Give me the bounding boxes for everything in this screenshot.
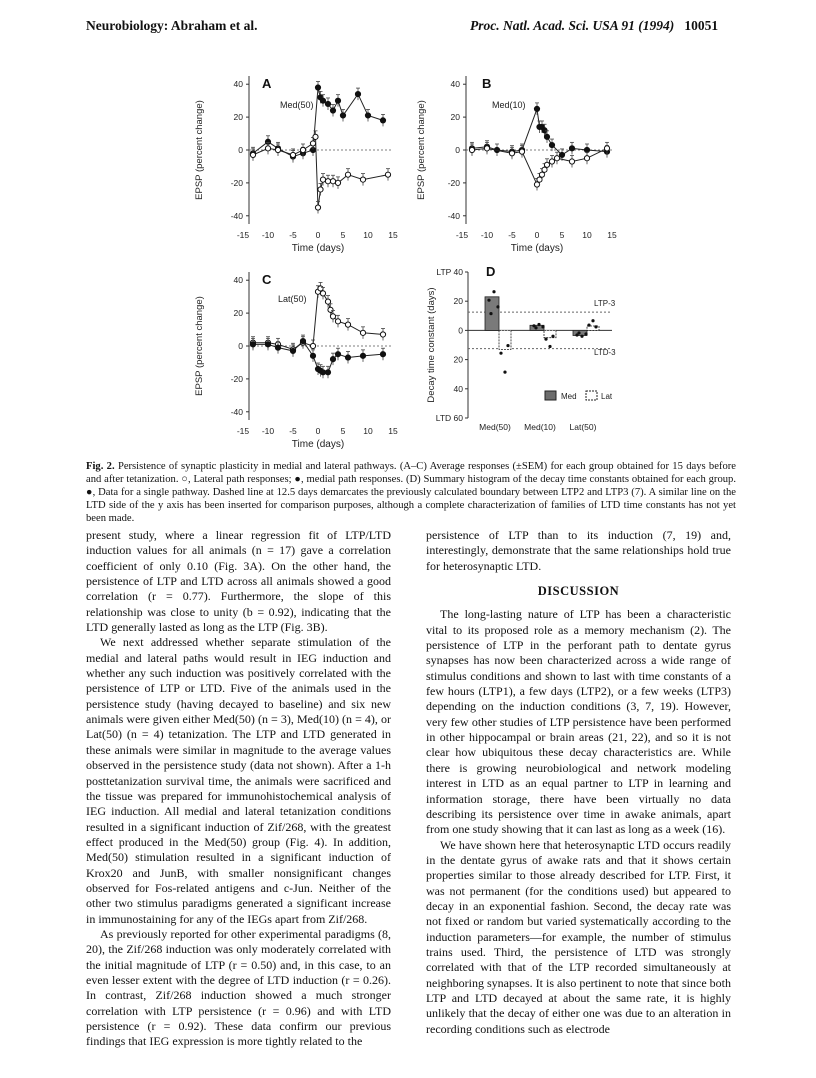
y-axis-label: Decay time constant (days) [426, 287, 437, 403]
y-tick-label: 0 [238, 341, 243, 351]
lateral-point [380, 332, 385, 337]
x-tick-label: 10 [363, 230, 373, 240]
lateral-point [537, 177, 542, 182]
medial-point [340, 113, 345, 118]
lateral-point [250, 152, 255, 157]
medial-point [300, 338, 305, 343]
x-tick-label: 10 [582, 230, 592, 240]
lateral-point [315, 205, 320, 210]
x-tick-label: -15 [236, 426, 250, 436]
paragraph: We have shown here that heterosynaptic LTD occurs readily in the dentate gyrus of awake rats and that it shows certain properties similar to those already described for LTP. First, it was not permanent (for the conditions used) but appeared to decay in an exponential fashion. Second, the decay rate was not fixed or random but varied systematically according to the induction parameters—for example, the number of stimulus trains used. Third, the persistence of LTD was strongly correlated with that of the LTP recorded simultaneously at neighboring synapses. It is also pertinent to note that since both LTP and LTD decayed at about the same rate, it is highly unlikely that the decay of either one was due to an alteration in recording conditions such as electrode [426, 837, 731, 1036]
panel-b [463, 76, 612, 224]
single-pathway-point [548, 345, 551, 348]
y-tick-label: 40 [233, 79, 243, 90]
lateral-point [542, 167, 547, 172]
x-tick-label: 5 [559, 230, 565, 240]
medial-point [325, 370, 330, 375]
x-tick-label: 5 [340, 230, 346, 240]
y-tick-label: 0 [455, 145, 460, 155]
single-pathway-point [506, 344, 509, 347]
medial-point [275, 345, 280, 350]
single-pathway-point [537, 323, 540, 326]
y-axis-label: EPSP (percent change) [194, 296, 205, 396]
single-pathway-point [499, 352, 502, 355]
x-axis-label: Time (days) [510, 243, 564, 254]
y-tick-label: LTD 60 [435, 413, 463, 423]
x-tick-label: -5 [289, 426, 297, 436]
x-tick-label: -5 [289, 230, 297, 240]
medial-point [345, 355, 350, 360]
single-pathway-point [496, 305, 499, 308]
lateral-point [484, 146, 489, 151]
single-pathway-point [544, 338, 547, 341]
lateral-point [345, 172, 350, 177]
lateral-point [534, 182, 539, 187]
lateral-point [509, 151, 514, 156]
panel-label: D [486, 264, 496, 279]
lateral-point [320, 291, 325, 296]
single-pathway-point [577, 331, 580, 334]
medial-point [335, 98, 340, 103]
lateral-point [310, 343, 315, 348]
single-pathway-point [591, 319, 594, 322]
x-tick-label: 0 [315, 230, 321, 240]
x-tick-label: -15 [236, 230, 250, 240]
lateral-point [290, 152, 295, 157]
figure-caption [86, 460, 736, 525]
y-tick-label: -40 [447, 210, 460, 221]
x-tick-label: 10 [363, 426, 373, 436]
medial-point [365, 113, 370, 118]
single-pathway-point [541, 325, 544, 328]
y-tick-label: 0 [458, 325, 463, 336]
lateral-point [554, 156, 559, 161]
series-annotation: Med(10) [492, 100, 526, 110]
lateral-point [325, 299, 330, 304]
panel-a [246, 76, 393, 224]
x-tick-label: -10 [261, 426, 275, 436]
medial-point [544, 134, 549, 139]
lateral-point [300, 147, 305, 152]
medial-point [380, 352, 385, 357]
y-tick-label: 20 [453, 354, 463, 365]
lateral-point [569, 159, 574, 164]
panel-d [465, 272, 612, 418]
lateral-point [539, 172, 544, 177]
series-line [253, 137, 388, 208]
lateral-point [604, 146, 609, 151]
caption-label: Fig. 2. [86, 461, 115, 472]
y-axis-label: EPSP (percent change) [194, 100, 205, 200]
lateral-point [313, 134, 318, 139]
lateral-point [330, 179, 335, 184]
medial-point [250, 342, 255, 347]
y-tick-label: -20 [447, 177, 460, 188]
y-tick-label: 20 [450, 112, 460, 123]
figure-2 [0, 0, 816, 460]
lateral-point [360, 330, 365, 335]
lateral-point [544, 162, 549, 167]
lateral-point [549, 159, 554, 164]
page-number: 10051 [684, 18, 719, 33]
medial-point [542, 128, 547, 133]
medial-point [380, 118, 385, 123]
medial-point [559, 152, 564, 157]
panel-label: A [262, 76, 272, 91]
legend-swatch-med [545, 391, 556, 400]
x-tick-label: Med(50) [479, 422, 511, 432]
x-axis-label: Time (days) [291, 439, 345, 450]
lateral-point [345, 322, 350, 327]
panel-label: C [262, 272, 272, 287]
y-tick-label: -40 [230, 406, 243, 417]
x-tick-label: -15 [455, 230, 469, 240]
y-tick-label: 20 [453, 296, 463, 307]
section-title: DISCUSSION [537, 584, 620, 599]
lateral-point [360, 177, 365, 182]
paragraph: We next addressed whether separate stimulation of the medial and lateral paths would result in IEG induction and whether any such induction was positively correlated with the persistence of LTP or LTD. Five of the animals used in the persistence study (having decayed to baseline) and six new animals were given either Med(50) (n = 3), Med(10) (n = 4), or Lat(50) (n = 4) tetanization. The LTP and LTD generated in these animals were similar in magnitude to the average values observed in the persistence study (data not shown). After a 1-h posttetanization survival time, the animals were sacrificed and the tissue was prepared for immunohistochemical analysis of IEG induction. All medial and lateral tetanization conditions resulted in a significant induction of Zif/268, with the greatest effect produced in the Med(50) group (Fig. 4). In addition, Med(50) stimulation resulted in a significant induction of Krox20 and JunB, with smaller nonsignificant changes observed for Fos-related antigens and c-Jun. Neither of the other two stimulus paradigms generated a significant increase in immunostaining for any of the IEGs apart from Zif/268. [86, 635, 391, 926]
y-tick-label: 40 [453, 383, 463, 394]
single-pathway-point [580, 335, 583, 338]
lateral-point [328, 307, 333, 312]
single-pathway-point [587, 324, 590, 327]
lateral-point [318, 286, 323, 291]
single-pathway-point [503, 371, 506, 374]
lateral-point [320, 177, 325, 182]
legend-swatch-lat [586, 391, 597, 400]
y-tick-label: 0 [238, 145, 243, 155]
medial-point [290, 348, 295, 353]
lateral-point [265, 146, 270, 151]
medial-point [325, 101, 330, 106]
x-tick-label: -5 [508, 230, 516, 240]
x-tick-label: 15 [388, 426, 398, 436]
ltd3-label: LTD-3 [594, 348, 616, 357]
y-axis-label: EPSP (percent change) [416, 100, 427, 200]
legend-label-lat: Lat [601, 392, 613, 401]
paragraph: As previously reported for other experimental paradigms (8, 20), the Zif/268 induction was only moderately correlated with the initial magnitude of LTP (r = 0.50) and, in this case, to an even lesser extent with the degree of LTD induction (r = 0.26). In contrast, Zif/268 induction showed a much stronger correlation with LTP persistence (r = 0.96) and with LTD persistence (r = 0.92). These data confirm our previous findings that IEG expression is more tightly related to the [86, 926, 391, 1049]
single-pathway-point [551, 335, 554, 338]
x-tick-label: 15 [607, 230, 617, 240]
x-tick-label: Lat(50) [569, 422, 597, 432]
panel-label: B [482, 76, 492, 91]
ltp3-label: LTP-3 [594, 299, 616, 308]
x-tick-label: 0 [315, 426, 321, 436]
lateral-point [335, 319, 340, 324]
medial-point [320, 98, 325, 103]
lateral-point [519, 149, 524, 154]
medial-point [310, 353, 315, 358]
lateral-point [469, 147, 474, 152]
series-annotation: Lat(50) [278, 294, 307, 304]
x-tick-label: -10 [261, 230, 275, 240]
x-axis-label: Time (days) [291, 243, 345, 254]
paragraph: persistence of LTP than to its induction (7, 19) and, interestingly, demonstrate that the same relationships hold true for heterosynaptic LTD. [426, 528, 731, 573]
paragraph: The long-lasting nature of LTP has been a characteristic vital to its proposed role as a memory mechanism (2). The persistence of LTP in the perforant path to dentate gyrus synapses has now been characterized across a wide range of stimulus conditions and shown to last with time constants of a few hours (LTP1), a few days (LTP2), or a few weeks (LTP3) depending on the induction conditions (3, 7, 19). However, very few other studies of LTP persistence have been performed in other hippocampal or brain areas (21, 22), and so it is not clear how ubiquitous these decay characteristics are. While there is growing neurobiological and network modeling interest in LTD as an equal partner to LTP in learning and information storage, there have been virtually no data describing its persistence over time in awake animals, apart from one study showing that it can last as long as a week (16). [426, 607, 731, 837]
medial-point [534, 106, 539, 111]
single-pathway-point [487, 299, 490, 302]
y-tick-label: LTP 40 [436, 267, 463, 277]
x-tick-label: -10 [480, 230, 494, 240]
medial-point [584, 147, 589, 152]
lateral-point [275, 147, 280, 152]
medial-point [360, 353, 365, 358]
left-column [86, 528, 391, 1050]
lateral-point [310, 141, 315, 146]
medial-point [265, 342, 270, 347]
x-tick-label: 5 [340, 426, 346, 436]
medial-point [549, 142, 554, 147]
x-tick-label: Med(10) [524, 422, 556, 432]
y-tick-label: 40 [233, 275, 243, 286]
y-tick-label: 20 [233, 112, 243, 123]
medial-point [569, 146, 574, 151]
lateral-point [330, 314, 335, 319]
panel-c [246, 272, 393, 420]
single-pathway-point [594, 325, 597, 328]
lateral-point [335, 180, 340, 185]
medial-point [315, 85, 320, 90]
journal-citation: Proc. Natl. Acad. Sci. USA 91 (1994) [470, 18, 675, 33]
y-tick-label: -20 [230, 177, 243, 188]
x-tick-label: 0 [534, 230, 540, 240]
medial-point [330, 108, 335, 113]
medial-point [320, 370, 325, 375]
single-pathway-point [489, 312, 492, 315]
legend-label-med: Med [561, 392, 577, 401]
lateral-point [385, 172, 390, 177]
y-tick-label: -40 [230, 210, 243, 221]
single-pathway-point [534, 326, 537, 329]
x-tick-label: 15 [388, 230, 398, 240]
medial-point [335, 352, 340, 357]
lateral-point [325, 179, 330, 184]
lateral-point [584, 156, 589, 161]
running-head-left: Neurobiology: Abraham et al. [86, 18, 258, 33]
single-pathway-point [584, 332, 587, 335]
right-column [426, 528, 731, 1037]
y-tick-label: 40 [450, 79, 460, 90]
medial-point [355, 91, 360, 96]
caption-text: Persistence of synaptic plasticity in medial and lateral pathways. (A–C) Average responses (±SEM) for each group obtained for 15 days before and after tetanization. ○, Lateral path responses; ●, medial path responses. (D) Summary histogram of the decay time constants obtained for each group. ●, Data for a single pathway. Dashed line at 12.5 days demarcates the previously calculated boundary between LTP2 and LTP3 (7). A similar line on the LTD side of the y axis has been inserted for comparison purposes, although a complete characterization of families of LTD time constants has not yet been made. [86, 461, 736, 524]
y-tick-label: -20 [230, 373, 243, 384]
series-annotation: Med(50) [280, 100, 314, 110]
lateral-point [318, 187, 323, 192]
y-tick-label: 20 [233, 308, 243, 319]
medial-point [330, 357, 335, 362]
single-pathway-point [492, 290, 495, 293]
paragraph: present study, where a linear regression fit of LTP/LTD induction values for all animals (n = 17) gave a correlation coefficient of only 0.10 (Fig. 3A). On the other hand, the persistence of LTP and LTD across all animals showed a good correlation (r = 0.77). Furthermore, the slope of this relationship was close to unity (b = 0.92), indicating that the LTD generally lasted as long as the LTP (Fig. 3B). [86, 528, 391, 635]
